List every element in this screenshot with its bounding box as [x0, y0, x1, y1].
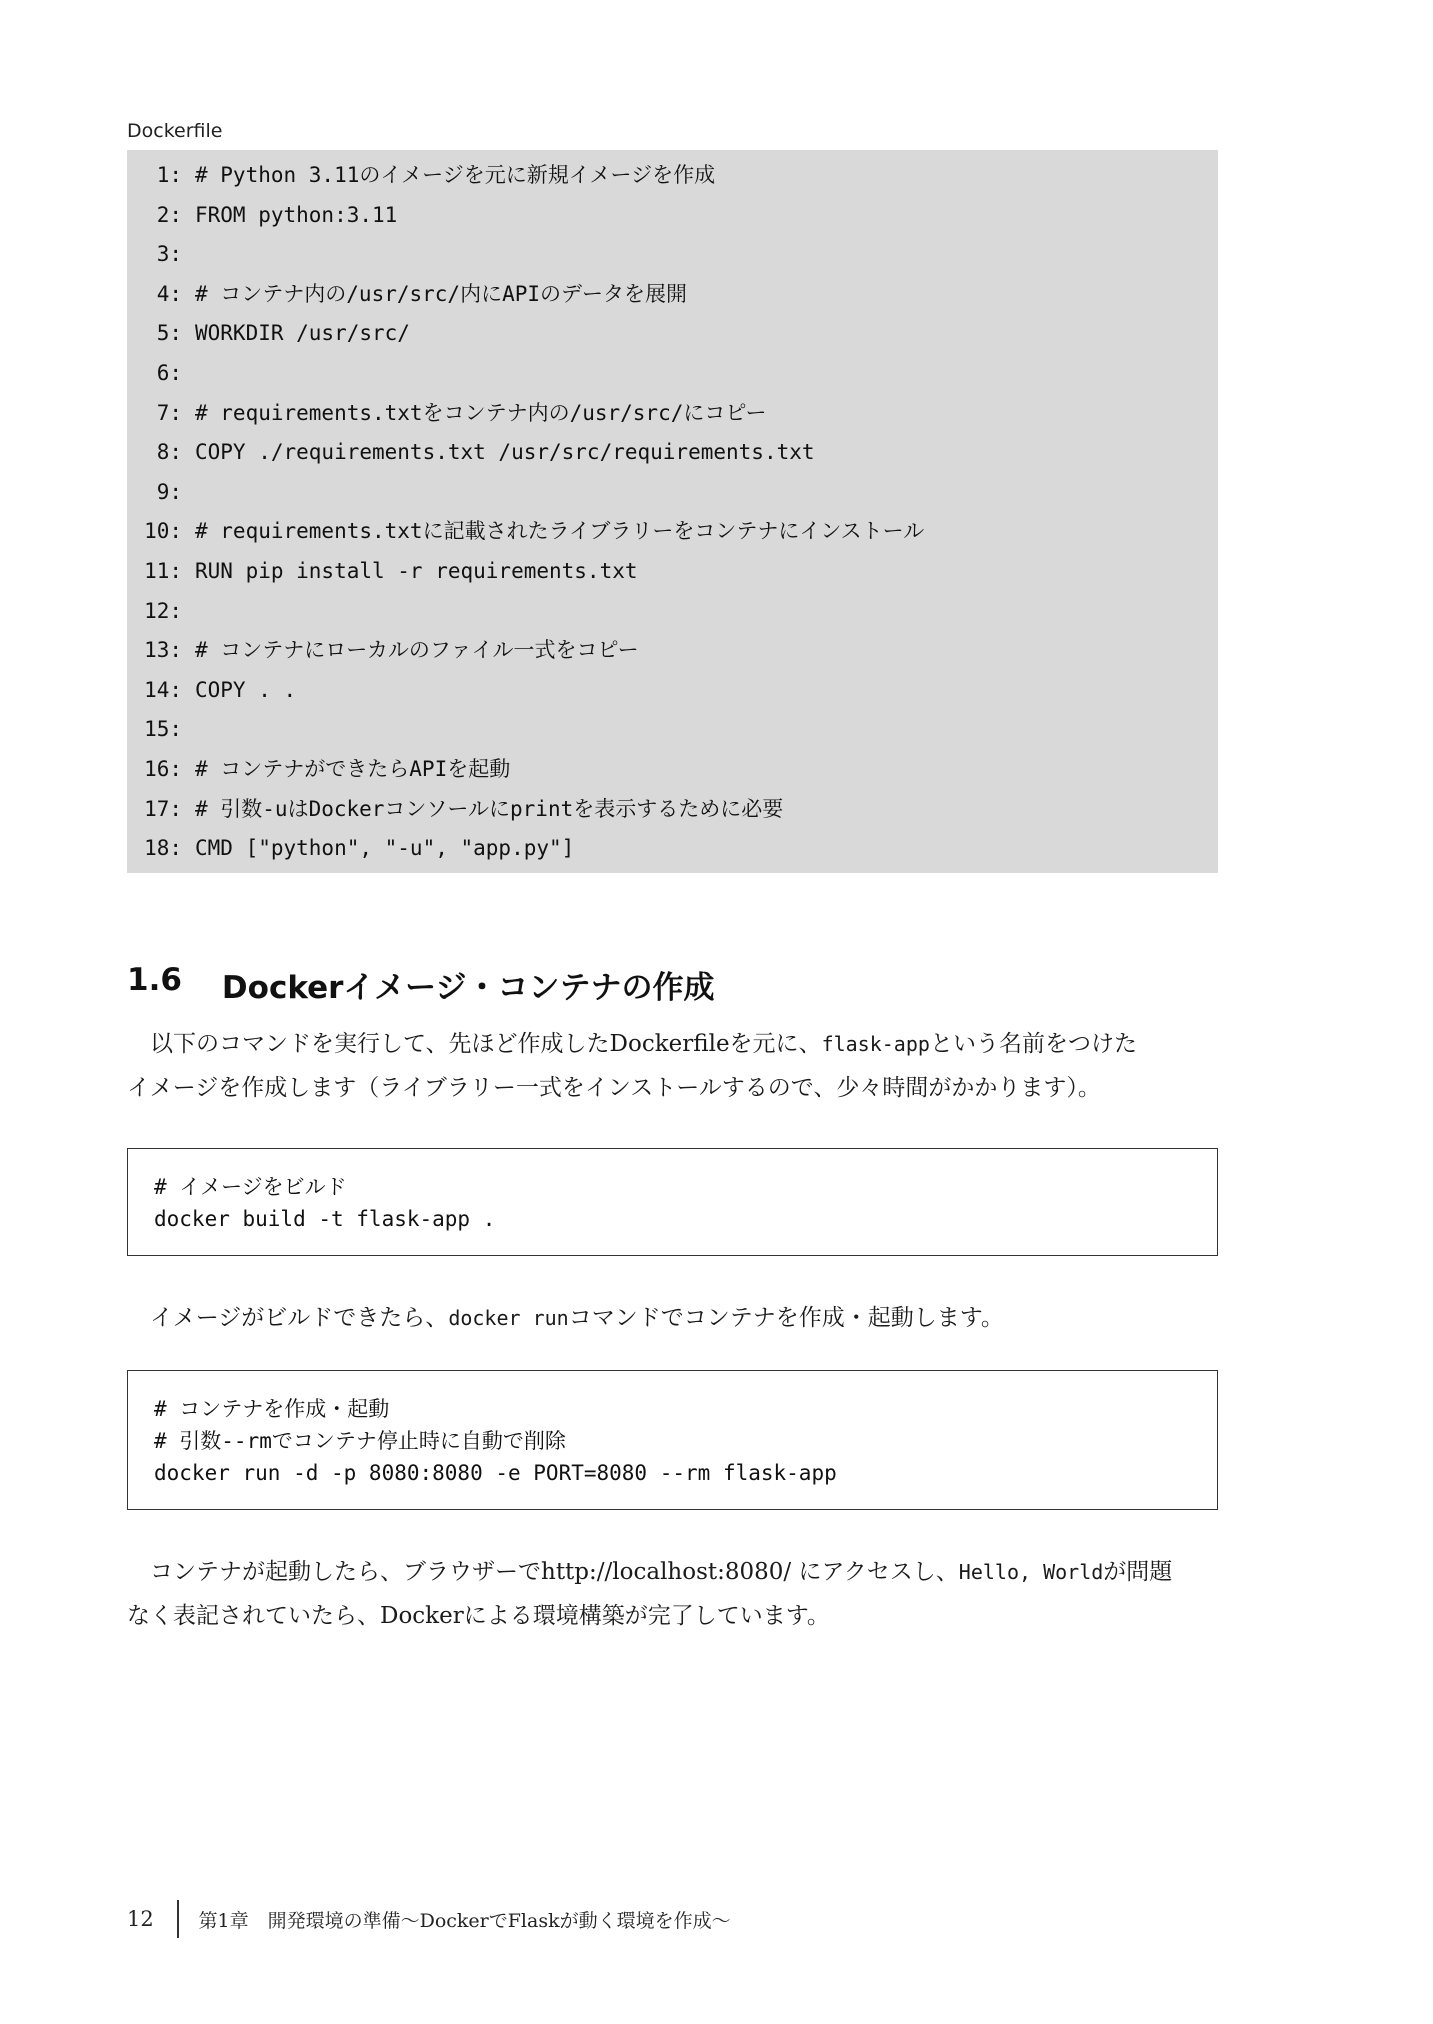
code-text: CMD ["python", "-u", "app.py"] [195, 836, 575, 861]
command-box-run [127, 1370, 1218, 1510]
code-line [127, 196, 1218, 236]
code-text: WORKDIR /usr/src/ [195, 321, 410, 346]
line-number: 3: [144, 242, 182, 267]
code-line [127, 275, 1218, 315]
inline-code-hello-world: Hello, World [958, 1560, 1104, 1584]
para1-text-a: 以下のコマンドを実行して、先ほど作成したDockerfileを元に、 [127, 1031, 822, 1057]
line-number: 1: [144, 163, 182, 187]
line-number: 6: [144, 360, 182, 385]
code-line [127, 750, 1218, 790]
code-text: # requirements.txtに記載されたライブラリーをコンテナにインストール [195, 519, 925, 544]
command-box-build [127, 1148, 1218, 1256]
code-text: # requirements.txtをコンテナ内の/usr/src/にコピー [195, 400, 767, 425]
code-text: # コンテナができたらAPIを起動 [195, 756, 511, 781]
code-text: FROM python:3.11 [195, 202, 398, 227]
code-text [182, 592, 195, 632]
line-number: 10: [144, 519, 182, 544]
page-number: 12 [127, 1907, 154, 1931]
paragraph-access [127, 1550, 1218, 1638]
line-number: 15: [144, 717, 182, 742]
code-line [127, 829, 1218, 869]
code-text: # コンテナにローカルのファイル一式をコピー [195, 638, 639, 663]
code-text: RUN pip install -r requirements.txt [195, 558, 638, 583]
code-text: COPY ./requirements.txt /usr/src/requirements.txt [195, 440, 815, 465]
line-number: 2: [144, 202, 182, 227]
code-line [127, 354, 1218, 394]
paragraph-build-intro [127, 1022, 1218, 1110]
command-line: docker run -d -p 8080:8080 -e PORT=8080 --rm flask-app [154, 1461, 837, 1485]
para1-text-b: という名前をつけた [929, 1031, 1137, 1057]
running-title: 第1章 開発環境の準備〜DockerでFlaskが動く環境を作成〜 [198, 1909, 731, 1932]
line-number: 7: [144, 400, 182, 425]
code-line [127, 433, 1218, 473]
line-number: 11: [144, 558, 182, 583]
command-line: # イメージをビルド [154, 1175, 347, 1199]
code-text: # 引数-uはDockerコンソールにprintを表示するために必要 [195, 796, 784, 821]
code-line [127, 671, 1218, 711]
inline-code-docker-run: docker run [448, 1306, 569, 1330]
line-number: 16: [144, 756, 182, 781]
line-number: 18: [144, 836, 182, 861]
command-line: docker build -t flask-app . [154, 1207, 496, 1231]
code-line [127, 790, 1218, 830]
code-line [127, 710, 1218, 750]
page-footer [127, 1900, 731, 1938]
para3-text-b: が問題 [1103, 1559, 1173, 1585]
section-title: Dockerイメージ・コンテナの作成 [221, 970, 715, 1006]
code-line [127, 473, 1218, 513]
line-number: 5: [144, 321, 182, 346]
line-number: 14: [144, 677, 182, 702]
code-line [127, 314, 1218, 354]
code-text [182, 354, 195, 394]
code-text: # コンテナ内の/usr/src/内にAPIのデータを展開 [195, 281, 688, 306]
section-heading [127, 962, 715, 1007]
para2-text-b: コマンドでコンテナを作成・起動します。 [568, 1305, 1004, 1331]
code-line [127, 156, 1218, 196]
code-text: COPY . . [195, 677, 297, 702]
code-text [182, 710, 195, 750]
listing-caption: Dockerfile [127, 120, 223, 142]
code-line [127, 592, 1218, 632]
line-number: 12: [144, 598, 182, 623]
command-line: # 引数--rmでコンテナ停止時に自動で削除 [154, 1429, 566, 1453]
line-number: 9: [144, 479, 182, 504]
code-line [127, 512, 1218, 552]
para3-text-line2: なく表記されていたら、Dockerによる環境構築が完了しています。 [127, 1603, 830, 1629]
code-text [182, 235, 195, 275]
para3-text-a: コンテナが起動したら、ブラウザーでhttp://localhost:8080/ にアクセスし、 [127, 1559, 959, 1585]
footer-divider [177, 1900, 179, 1938]
line-number: 13: [144, 638, 182, 663]
code-text: # Python 3.11のイメージを元に新規イメージを作成 [195, 163, 716, 187]
section-number: 1.6 [127, 962, 182, 998]
para1-text-line2: イメージを作成します（ライブラリー一式をインストールするので、少々時間がかかります）。 [127, 1075, 1101, 1101]
inline-code-flask-app: flask-app [821, 1032, 930, 1056]
line-number: 4: [144, 281, 182, 306]
code-line [127, 235, 1218, 275]
code-line [127, 552, 1218, 592]
code-listing [127, 150, 1218, 873]
para2-text-a: イメージがビルドできたら、 [127, 1305, 449, 1331]
code-text [182, 473, 195, 513]
line-number: 8: [144, 440, 182, 465]
code-line [127, 394, 1218, 434]
line-number: 17: [144, 796, 182, 821]
command-line: # コンテナを作成・起動 [154, 1397, 390, 1421]
paragraph-run-intro [127, 1296, 1218, 1340]
code-line [127, 631, 1218, 671]
